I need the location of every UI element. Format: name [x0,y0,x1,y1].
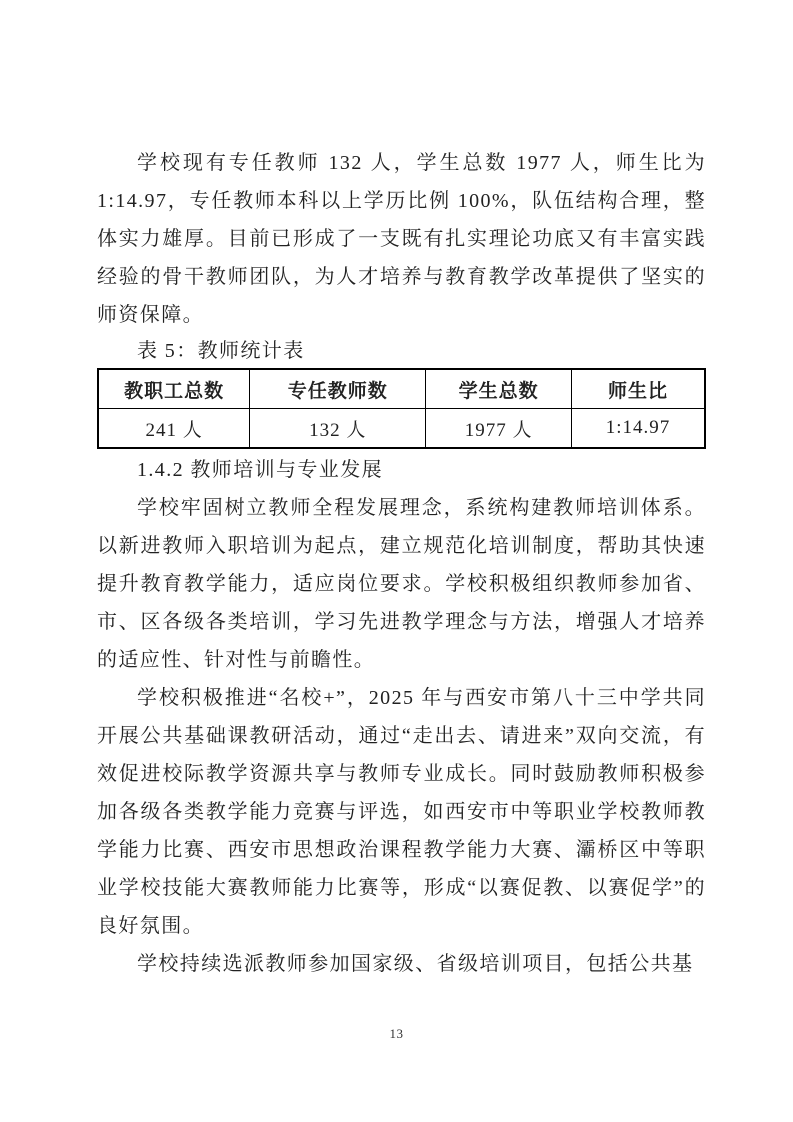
table-header-ratio: 师生比 [571,369,705,409]
table-value-ratio: 1:14.97 [571,409,705,449]
table-value-fulltime-teachers: 132 人 [250,409,426,449]
page-content [97,144,706,983]
paragraph-national-training: 学校持续选派教师参加国家级、省级培训项目，包括公共基 [137,953,694,975]
table-value-staff-total: 241 人 [98,409,250,449]
table-header-row [98,369,705,409]
paragraph-training-system: 学校牢固树立教师全程发展理念，系统构建教师培训体系。以新进教师入职培训为起点，建立规范化培训制度，帮助其快速提升教育教学能力，适应岗位要求。学校积极组织教师参加省、市、区各级各类培训，学习先进教学理念与方法，增强人才培养的适应性、针对性与前瞻性。 [97,497,706,671]
table-value-row [98,409,705,449]
teacher-statistics-table [97,368,706,449]
table-header-student-total: 学生总数 [426,369,572,409]
page-number: 13 [389,1026,404,1041]
paragraph-staffing-overview: 学校现有专任教师 132 人，学生总数 1977 人，师生比为 1:14.97，专任教师本科以上学历比例 100%，队伍结构合理，整体实力雄厚。目前已形成了一支既有扎实理论功底又有丰富实践经验的骨干教师团队，为人才培养与教育教学改革提供了坚实的师资保障。 [97,152,706,326]
paragraph-mingxiao-plus-competitions: 学校积极推进“名校+”，2025 年与西安市第八十三中学共同开展公共基础课教研活动，通过“走出去、请进来”双向交流，有效促进校际教学资源共享与教师专业成长。同时鼓励教师积极参加各级各类教学能力竞赛与评选，如西安市中等职业学校教师教学能力比赛、西安市思想政治课程教学能力大赛、灞桥区中等职业学校技能大赛教师能力比赛等，形成“以赛促教、以赛促学”的良好氛围。 [97,687,706,937]
section-heading-teacher-training: 1.4.2 教师培训与专业发展 [137,459,383,481]
table-header-staff-total: 教职工总数 [98,369,250,409]
table-header-fulltime-teachers: 专任教师数 [250,369,426,409]
table-caption: 表 5：教师统计表 [137,340,305,362]
table-value-student-total: 1977 人 [426,409,572,449]
